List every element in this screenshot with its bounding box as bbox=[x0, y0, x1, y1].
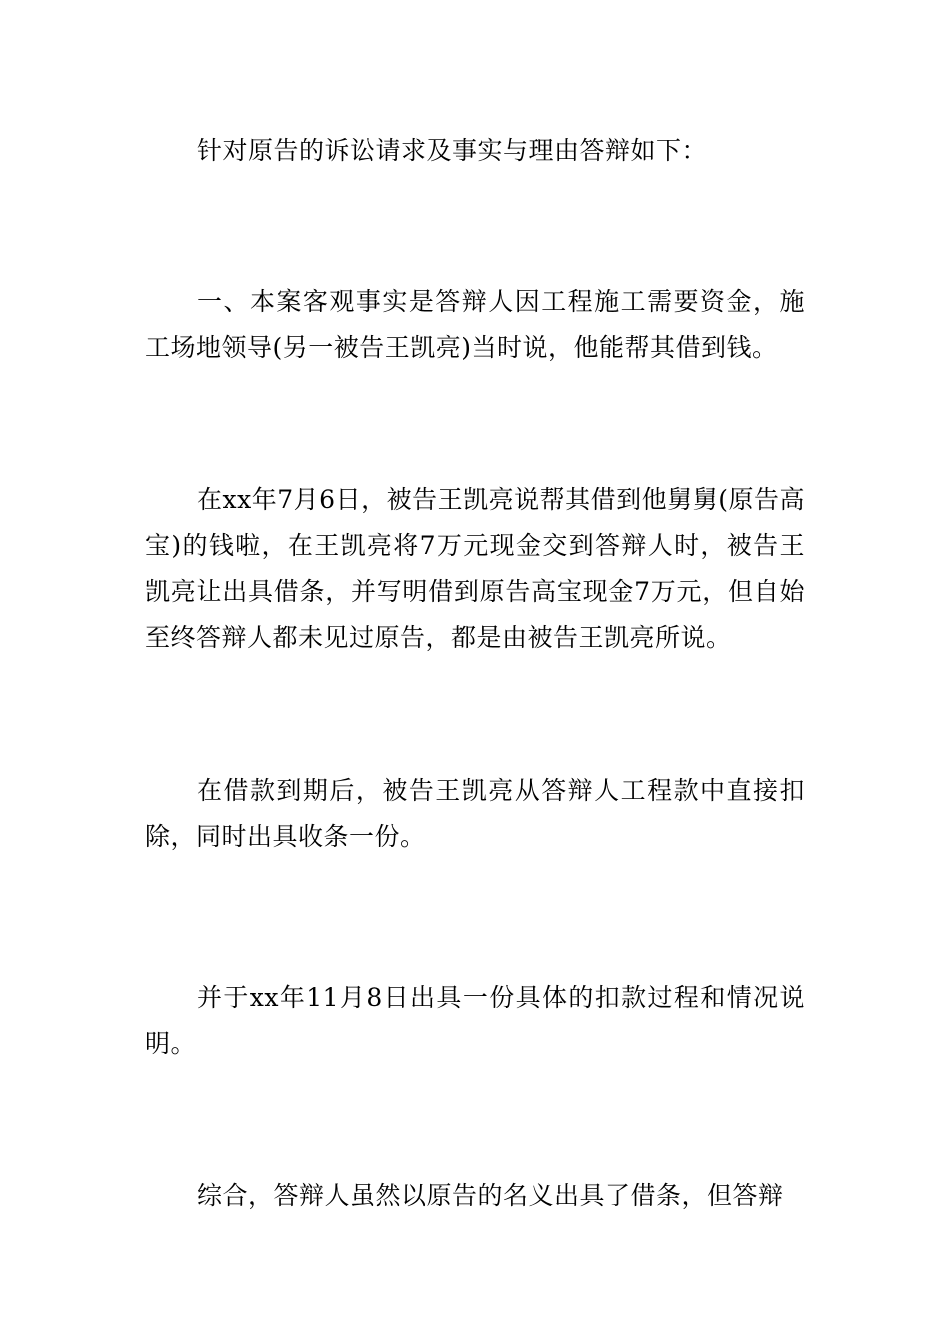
paragraph-response-intro: 针对原告的诉讼请求及事实与理由答辩如下： bbox=[197, 136, 708, 165]
paragraph-repayment: 在借款到期后，被告王凯亮从答辩人工程款中直接扣除，同时出具收条一份。 bbox=[145, 776, 805, 851]
paragraph-point-one: 一、本案客观事实是答辩人因工程施工需要资金，施工场地领导(另一被告王凯亮)当时说，他能帮其借到钱。 bbox=[145, 287, 805, 362]
paragraph-explanation: 并于xx年11月8日出具一份具体的扣款过程和情况说明。 bbox=[145, 983, 805, 1058]
paragraph-summary: 综合，答辩人虽然以原告的名义出具了借条，但答辩 bbox=[197, 1181, 784, 1210]
paragraph-loan-facts: 在xx年7月6日，被告王凯亮说帮其借到他舅舅(原告高宝)的钱啦，在王凯亮将7万元现金交到答辩人时，被告王凯亮让出具借条，并写明借到原告高宝现金7万元，但自始至终答辩人都未见过原告，都是由被告王凯亮所说。 bbox=[145, 485, 805, 652]
